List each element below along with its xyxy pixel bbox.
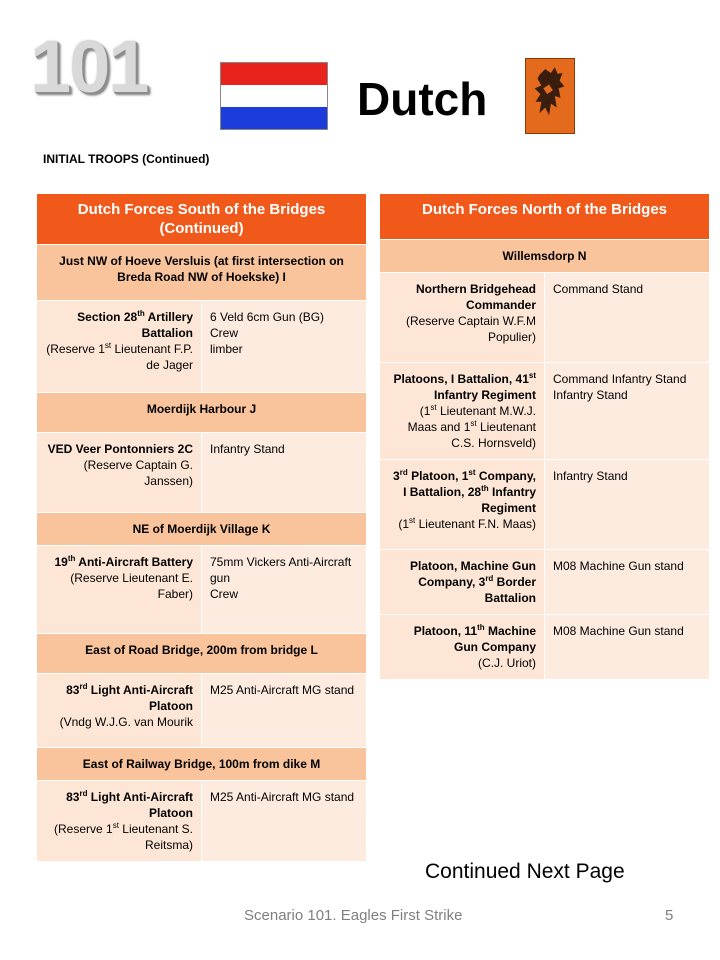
- table-row: [37, 546, 367, 634]
- section-label: INITIAL TROOPS (Continued): [43, 152, 210, 166]
- location-row: East of Railway Bridge, 100m from dike M: [37, 748, 367, 781]
- north-table-title: Dutch Forces North of the Bridges: [380, 194, 710, 240]
- table-row: [37, 433, 367, 513]
- table-row: [380, 615, 710, 680]
- location-row: East of Road Bridge, 200m from bridge L: [37, 634, 367, 674]
- troops-cell: M25 Anti-Aircraft MG stand: [202, 674, 367, 748]
- table-row: [37, 781, 367, 862]
- troops-cell: M25 Anti-Aircraft MG stand: [202, 781, 367, 862]
- south-forces-table: [36, 193, 367, 862]
- unit-cell: 3rd Platoon, 1st Company, I Battalion, 28th Infantry Regiment (1st Lieutenant F.N. Maas): [380, 460, 545, 550]
- south-table-title: Dutch Forces South of the Bridges (Continued): [37, 194, 367, 245]
- table-row: [37, 301, 367, 393]
- unit-cell: Platoons, I Battalion, 41st Infantry Regiment (1st Lieutenant M.W.J. Maas and 1st Lieutenant C.S. Hornsveld): [380, 363, 545, 460]
- troops-cell: Command Stand: [545, 273, 710, 363]
- unit-cell: Section 28th Artillery Battalion (Reserve 1st Lieutenant F.P. de Jager: [37, 301, 202, 393]
- troops-cell: 75mm Vickers Anti-Aircraft gun Crew: [202, 546, 367, 634]
- table-row: [380, 363, 710, 460]
- location-row: Willemsdorp N: [380, 240, 710, 273]
- scenario-number: 101: [30, 25, 148, 108]
- country-title: Dutch: [357, 73, 488, 125]
- dutch-flag-icon: [220, 62, 328, 130]
- troops-cell: M08 Machine Gun stand: [545, 550, 710, 615]
- continued-next-page: Continued Next Page: [425, 860, 625, 883]
- unit-cell: Northern Bridgehead Commander (Reserve Captain W.F.M Populier): [380, 273, 545, 363]
- unit-cell: VED Veer Pontonniers 2C (Reserve Captain G. Janssen): [37, 433, 202, 513]
- unit-cell: Platoon, Machine Gun Company, 3rd Border Battalion: [380, 550, 545, 615]
- unit-cell: 83rd Light Anti-Aircraft Platoon (Reserve 1st Lieutenant S. Reitsma): [37, 781, 202, 862]
- location-row: Moerdijk Harbour J: [37, 393, 367, 433]
- page-number: 5: [665, 907, 674, 924]
- troops-cell: Infantry Stand: [202, 433, 367, 513]
- unit-cell: 83rd Light Anti-Aircraft Platoon (Vndg W.J.G. van Mourik: [37, 674, 202, 748]
- dutch-lion-emblem-icon: [525, 58, 575, 134]
- troops-cell: 6 Veld 6cm Gun (BG) Crew limber: [202, 301, 367, 393]
- footer-text: Scenario 101. Eagles First Strike: [244, 907, 463, 924]
- troops-cell: M08 Machine Gun stand: [545, 615, 710, 680]
- north-forces-table: [379, 193, 710, 680]
- unit-cell: Platoon, 11th Machine Gun Company (C.J. Uriot): [380, 615, 545, 680]
- location-row: Just NW of Hoeve Versluis (at first intersection on Breda Road NW of Hoekske) I: [37, 245, 367, 301]
- table-row: [380, 460, 710, 550]
- unit-cell: 19th Anti-Aircraft Battery (Reserve Lieutenant E. Faber): [37, 546, 202, 634]
- troops-cell: Command Infantry Stand Infantry Stand: [545, 363, 710, 460]
- table-row: [380, 550, 710, 615]
- location-row: NE of Moerdijk Village K: [37, 513, 367, 546]
- table-row: [380, 273, 710, 363]
- table-row: [37, 674, 367, 748]
- troops-cell: Infantry Stand: [545, 460, 710, 550]
